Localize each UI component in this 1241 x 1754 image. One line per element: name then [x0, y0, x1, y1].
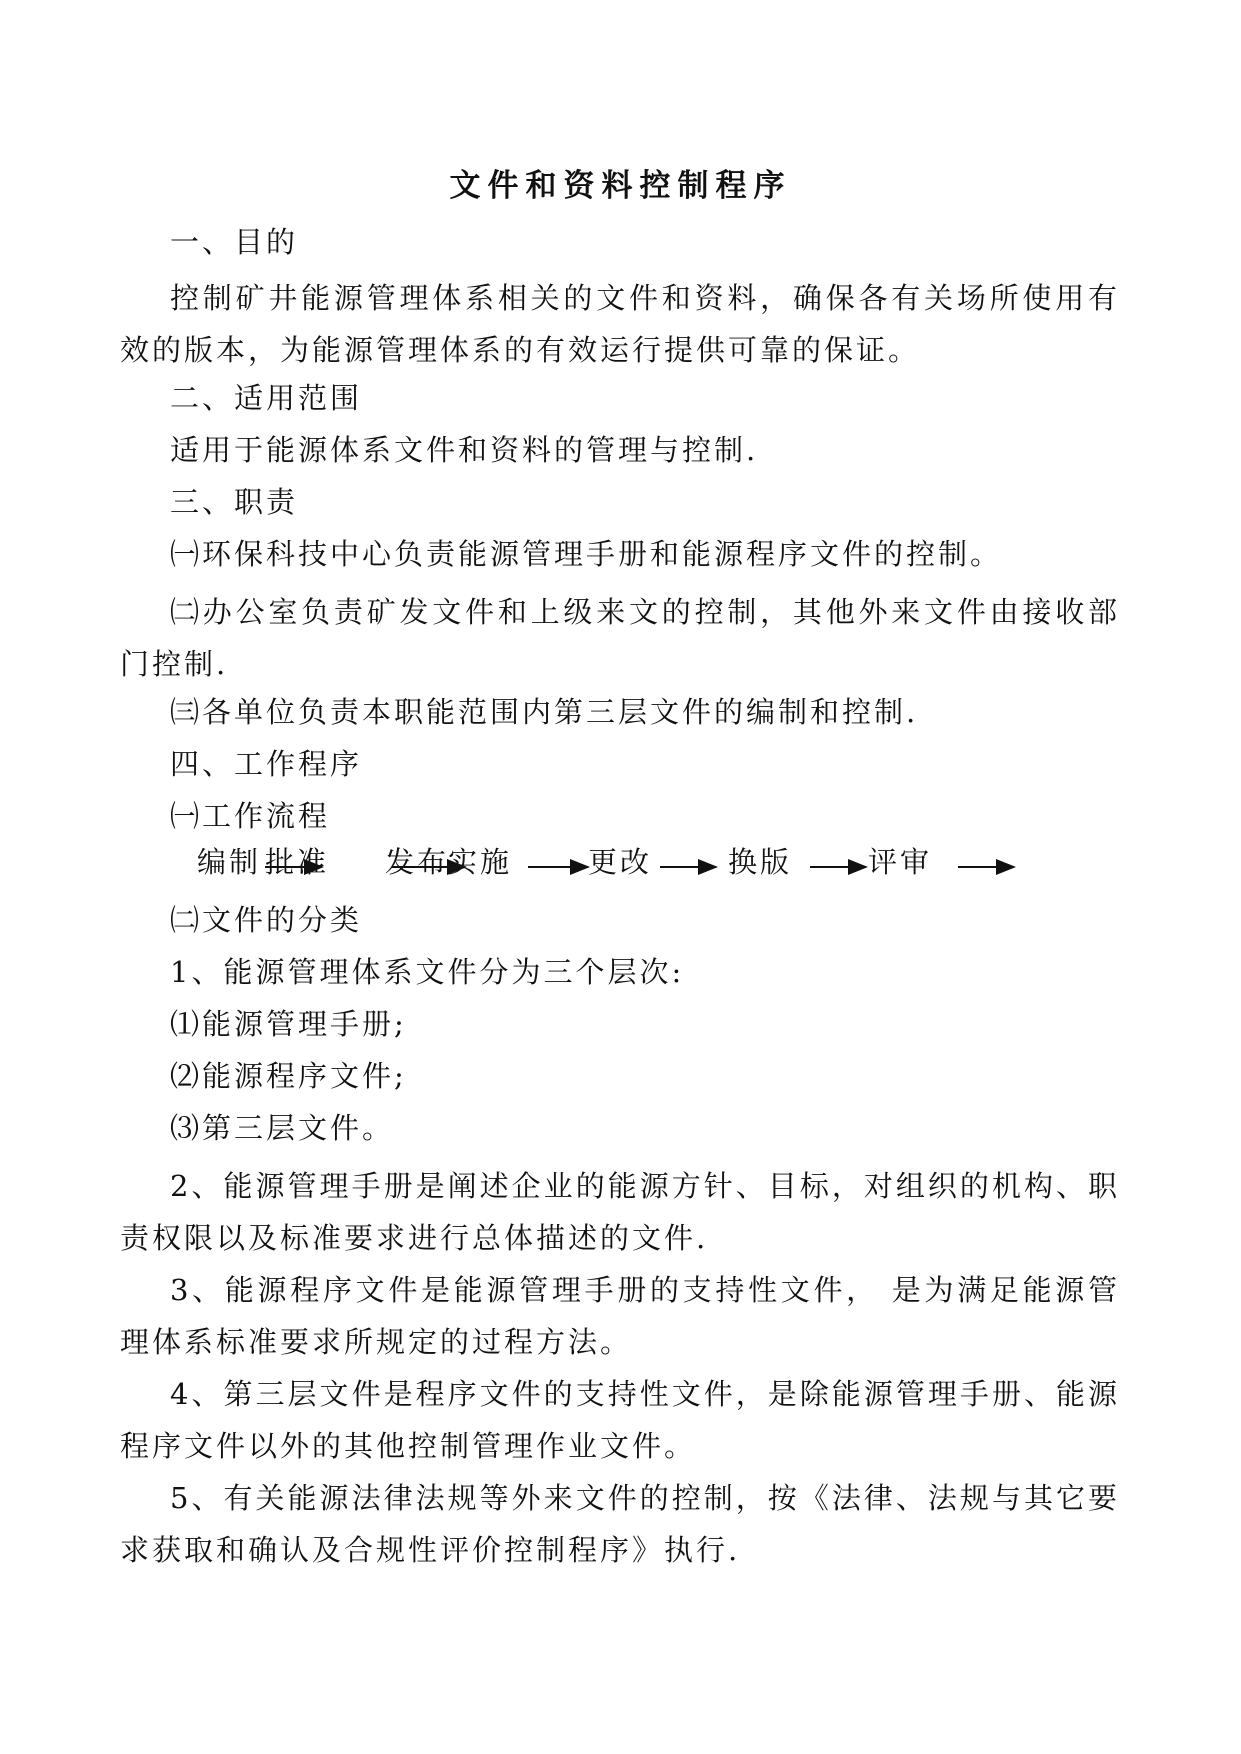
- classification-para-2: 2、能源管理手册是阐述企业的能源方针、目标，对组织的机构、职责权限以及标准要求进行总体描述的文件.: [120, 1169, 1120, 1255]
- classification-subheading: ㈡文件的分类: [170, 903, 363, 937]
- section-3-heading: 三、职责: [170, 485, 299, 519]
- duty-item-2: ㈡办公室负责矿发文件和上级来文的控制，其他外来文件由接收部门控制.: [120, 595, 1120, 681]
- duty-item-3: ㈢各单位负责本职能范围内第三层文件的编制和控制.: [170, 695, 919, 729]
- flow-step-draft: 编制: [197, 845, 262, 879]
- flow-step-reissue: 换版: [728, 845, 793, 879]
- section-2-body: 适用于能源体系文件和资料的管理与控制.: [170, 433, 759, 467]
- flow-arrows: [0, 840, 1241, 890]
- level-item-3: ⑶第三层文件。: [170, 1111, 395, 1145]
- document-title: 文件和资料控制程序: [449, 168, 792, 204]
- workflow-diagram: [0, 840, 1241, 890]
- flow-step-publish: 发布: [385, 845, 450, 879]
- section-1-heading: 一、目的: [170, 225, 299, 259]
- flow-step-implement: 实施: [448, 845, 513, 879]
- level-item-2: ⑵能源程序文件;: [170, 1059, 407, 1093]
- section-4-heading: 四、工作程序: [170, 747, 363, 781]
- flow-step-approve: 批准: [265, 845, 330, 879]
- flow-step-review: 评审: [868, 845, 933, 879]
- workflow-subheading: ㈠工作流程: [170, 799, 331, 833]
- level-item-1: ⑴能源管理手册;: [170, 1007, 407, 1041]
- classification-para-4: 4、第三层文件是程序文件的支持性文件，是除能源管理手册、能源程序文件以外的其他控制管理作业文件。: [120, 1377, 1120, 1463]
- classification-para-3: 3、能源程序文件是能源管理手册的支持性文件， 是为满足能源管理体系标准要求所规定的过程方法。: [120, 1273, 1120, 1359]
- flow-step-change: 更改: [588, 845, 653, 879]
- section-2-heading: 二、适用范围: [170, 381, 363, 415]
- classification-para-5: 5、有关能源法律法规等外来文件的控制，按《法律、法规与其它要求获取和确认及合规性评价控制程序》执行.: [120, 1481, 1120, 1567]
- section-1-body: 控制矿井能源管理体系相关的文件和资料，确保各有关场所使用有效的版本，为能源管理体系的有效运行提供可靠的保证。: [120, 281, 1120, 367]
- duty-item-1: ㈠环保科技中心负责能源管理手册和能源程序文件的控制。: [170, 537, 1003, 571]
- classification-para-1: 1、能源管理体系文件分为三个层次:: [170, 955, 685, 989]
